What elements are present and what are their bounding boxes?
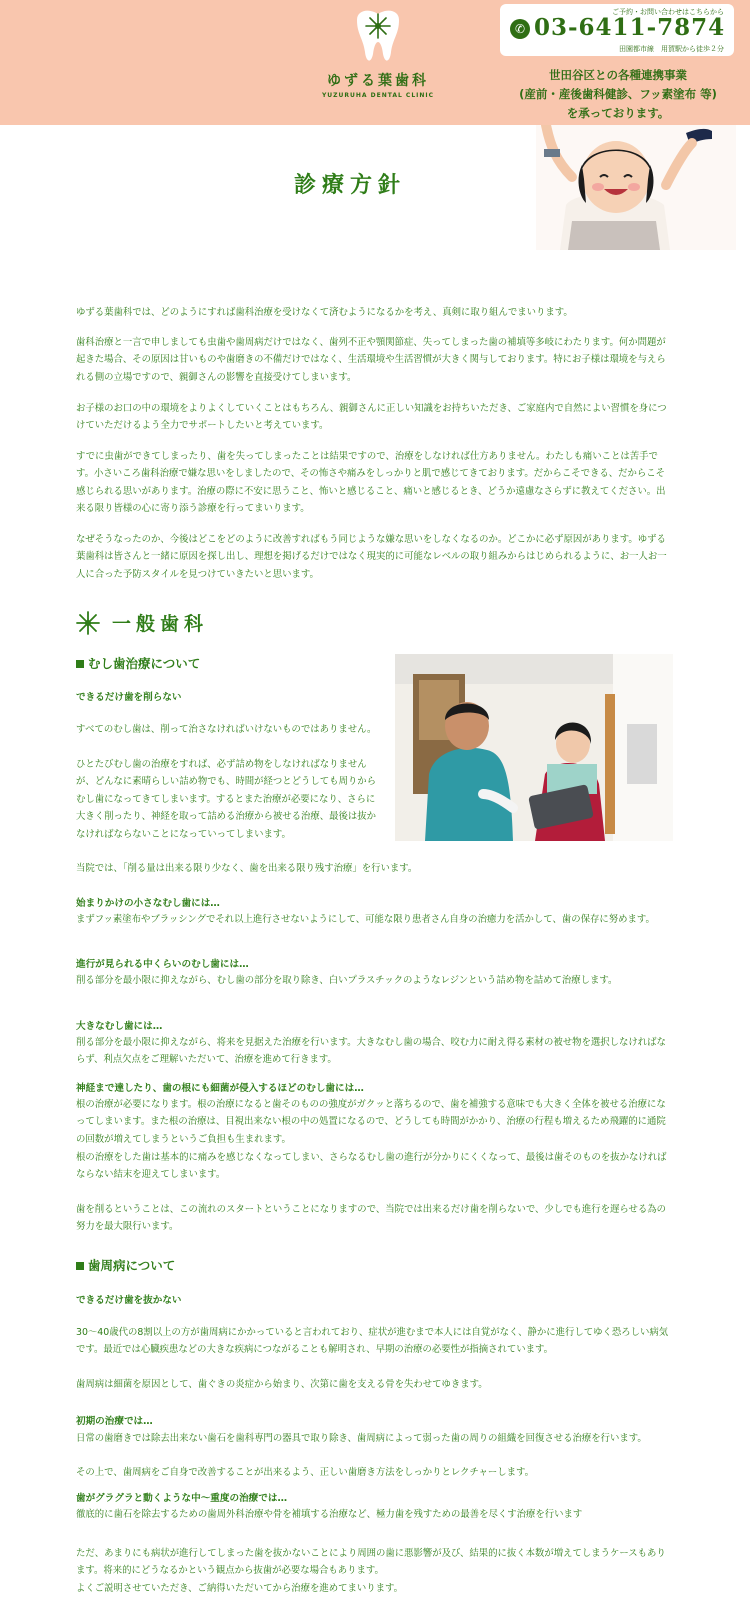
perio-heading-text: 歯周病について [88,1258,176,1273]
caries-body-2: ひとたびむし歯の治療をすれば、必ず詰め物をしなければなりませんが、どんなに素晴らしい詰め物でも、時間が経つとどうしても周りからむし歯になってきてしまいます。するとまた治療が必要になり、さらに大きく削ったり、神経を取って詰める治療から被せる治療、最後は抜かなければならないことになっていってしまいます。 [76,759,377,840]
access-info: 田園都市線 用賀駅から徒歩２分 [619,45,724,53]
phone-note: ご予約・お問い合わせはこちらから [612,8,724,16]
square-bullet-icon [76,1262,84,1270]
perio-severe-body: 徹底的に歯石を除去するための歯周外科治療や骨を補填する治療など、極力歯を残すための最善を尽くす治療を行います [76,1509,583,1520]
phone-number[interactable]: 03-6411-7874 [534,14,726,41]
stage3-heading: 大きなむし歯には… [76,1021,163,1032]
clinic-logo[interactable] [318,8,438,99]
intro-paragraph-3: お子様のお口の中の環境をよりよくしていくことはもちろん、親御さんに正しい知識をお持ちいただき、ご家庭内で自然によい習慣を身につけていただけるよう全力でサポートしたいと考えています。 [76,403,667,432]
perio-early-body-1: 日常の歯磨きでは除去出来ない歯石を歯科専門の器具で取り除き、歯周病によって弱った歯の周りの組織を回復させる治療を行います。 [76,1433,647,1444]
perio-subheading: できるだけ歯を抜かない [76,1295,182,1306]
stage4-body: 根の治療が必要になります。根の治療になると歯そのものの強度がガクッと落ちるので、歯を補強する意味でも大きく全体を被せる治療になってしまいます。また根の治療は、目視出来ない根の中の処置になるので、どうしても時間がかかり、治療の行程も増えるため飛躍的に通院の回数が増えてしまうというご負担も生まれます。 [76,1099,666,1145]
caries-heading-text: むし歯治療について [88,656,201,671]
caries-subheading: できるだけ歯を削らない [76,692,182,703]
phone-box[interactable] [500,4,734,56]
perio-heading [76,1256,175,1274]
perio-early-heading: 初期の治療では… [76,1416,153,1427]
caries-body-3: 当院では、「削る量は出来る限り少なく、歯を出来る限り残す治療」を行います。 [76,863,418,874]
info-line-3: を承っております。 [566,106,670,120]
perio-severe-heading: 歯がグラグラと動くような中～重度の治療では… [76,1493,288,1504]
stage1-heading: 始まりかけの小さなむし歯には… [76,898,220,909]
caries-body-1: すべてのむし歯は、削って治さなければいけないものではありません。 [76,724,377,735]
intro-paragraph-4: すでに虫歯ができてしまったり、歯を失ってしまったことは結果ですので、治療をしなければ仕方ありません。わたしも痛いことは苦手です。小さいころ歯科治療で嫌な思いをしましたので、その怖さや痛みをしっかりと肌で感じてきております。だからこそできる、だからこそ感じられる思いがあります。治療の際に不安に思うこと、怖いと感じること、痛いと感じるとき、どうか遠慮なさらずに教えてください。出来る限り皆様の心に寄り添う診療を行ってまいります。 [76,451,666,515]
perio-closing-2: よくご説明させていただき、ご納得いただいてから治療を進めてまいります。 [76,1583,404,1594]
section-heading-general [76,609,208,636]
dentist-photo [395,654,673,841]
section-heading-text: 一般歯科 [112,613,209,635]
caries-closing: 歯を削るということは、この流れのスタートということになりますので、当院では出来るだけ歯を削らないで、少しでも進行を遅らせる為の努力を最大限行います。 [76,1204,666,1233]
intro-paragraph-1: ゆずる葉歯科では、どのようにすれば歯科治療を受けなくて済むようになるかを考え、真剣に取り組んでまいります。 [76,307,573,318]
clinic-name: ゆずる葉歯科 [327,73,429,89]
info-line-1: 世田谷区との各種連携事業 [549,68,687,82]
stage3-body: 削る部分を最小限に抑えながら、将来を見据えた治療を行います。大きなむし歯の場合、咬む力に耐え得る素材の被せ物を選択しなければならず、利点欠点をご理解いただいて、治療を進めて行きます。 [76,1037,666,1066]
perio-early-body-2: その上で、歯周病をご自身で改善することが出来るよう、正しい歯磨き方法をしっかりとレクチャーします。 [76,1467,534,1478]
stage2-heading: 進行が見られる中くらいのむし歯には… [76,959,249,970]
clinic-name-en: YUZURUHA DENTAL CLINIC [321,92,435,99]
perio-body-2: 歯周病は細菌を原因として、歯ぐきの炎症から始まり、次第に歯を支える骨を失わせてゆきます。 [76,1379,488,1390]
sparkle-icon [76,611,100,635]
perio-closing-1: ただ、あまりにも病状が進行してしまった歯を抜かないことにより周囲の歯に悪影響が及び、結果的に抜く本数が増えてしまうケースもあります。将来的にどうなるかという観点から抜歯が必要な場合もあります。 [76,1548,666,1577]
header-info [498,66,738,123]
caries-heading [76,654,200,672]
stage2-body: 削る部分を最小限に抑えながら、むし歯の部分を取り除き、白いプラスチックのようなレジンという詰め物を詰めて治療します。 [76,975,618,986]
perio-body-1: 30～40歳代の8割以上の方が歯周病にかかっていると言われており、症状が進むまで本人には自覚がなく、静かに進行してゆく恐ろしい病気です。最近では心臓疾患などの大きな疾病につながることも解明され、早期の治療の必要性が指摘されています。 [76,1327,669,1356]
phone-icon: ✆ [510,19,530,39]
info-line-2: (産前・産後歯科健診、フッ素塗布 等) [519,87,717,101]
site-header [0,0,750,125]
stage1-body: まずフッ素塗布やブラッシングでそれ以上進行させないようにして、可能な限り患者さん自身の治癒力を活かして、歯の保存に努めます。 [76,914,655,925]
tooth-logo-icon [351,8,405,64]
page-title: 診療方針 [293,172,406,198]
intro-paragraph-2: 歯科治療と一言で申しましても虫歯や歯周病だけではなく、歯列不正や顎関節症、失ってしまった歯の補填等多岐にわたります。何か問題が起きた場合、その原因は甘いものや歯磨きの不備だけではなく、生活環境や生活習慣が大きく関与しております。特にお子様は環境を与えられる側の立場ですので、親御さんの影響を直接受けてしまいます。 [76,337,666,383]
square-bullet-icon [76,660,84,668]
child-photo [536,125,736,250]
intro-paragraph-5: なぜそうなったのか、今後はどこをどのように改善すればもう同じような嫌な思いをしなくなるのか。どこかに必ず原因があります。ゆずる葉歯科は皆さんと一緒に原因を探し出し、理想を掲げるだけではなく現実的に可能なレベルの取り組みからはじめられるように、お一人お一人に合った予防スタイルを見つけていきたいと思います。 [76,534,667,580]
stage4-body-2: 根の治療をした歯は基本的に痛みを感じなくなってしまい、さらなるむし歯の進行が分かりにくくなって、最後は歯そのものを抜かなければならない結末を迎えてしまいます。 [76,1152,667,1181]
stage4-heading: 神経まで達したり、歯の根にも細菌が侵入するほどのむし歯には… [76,1083,364,1094]
